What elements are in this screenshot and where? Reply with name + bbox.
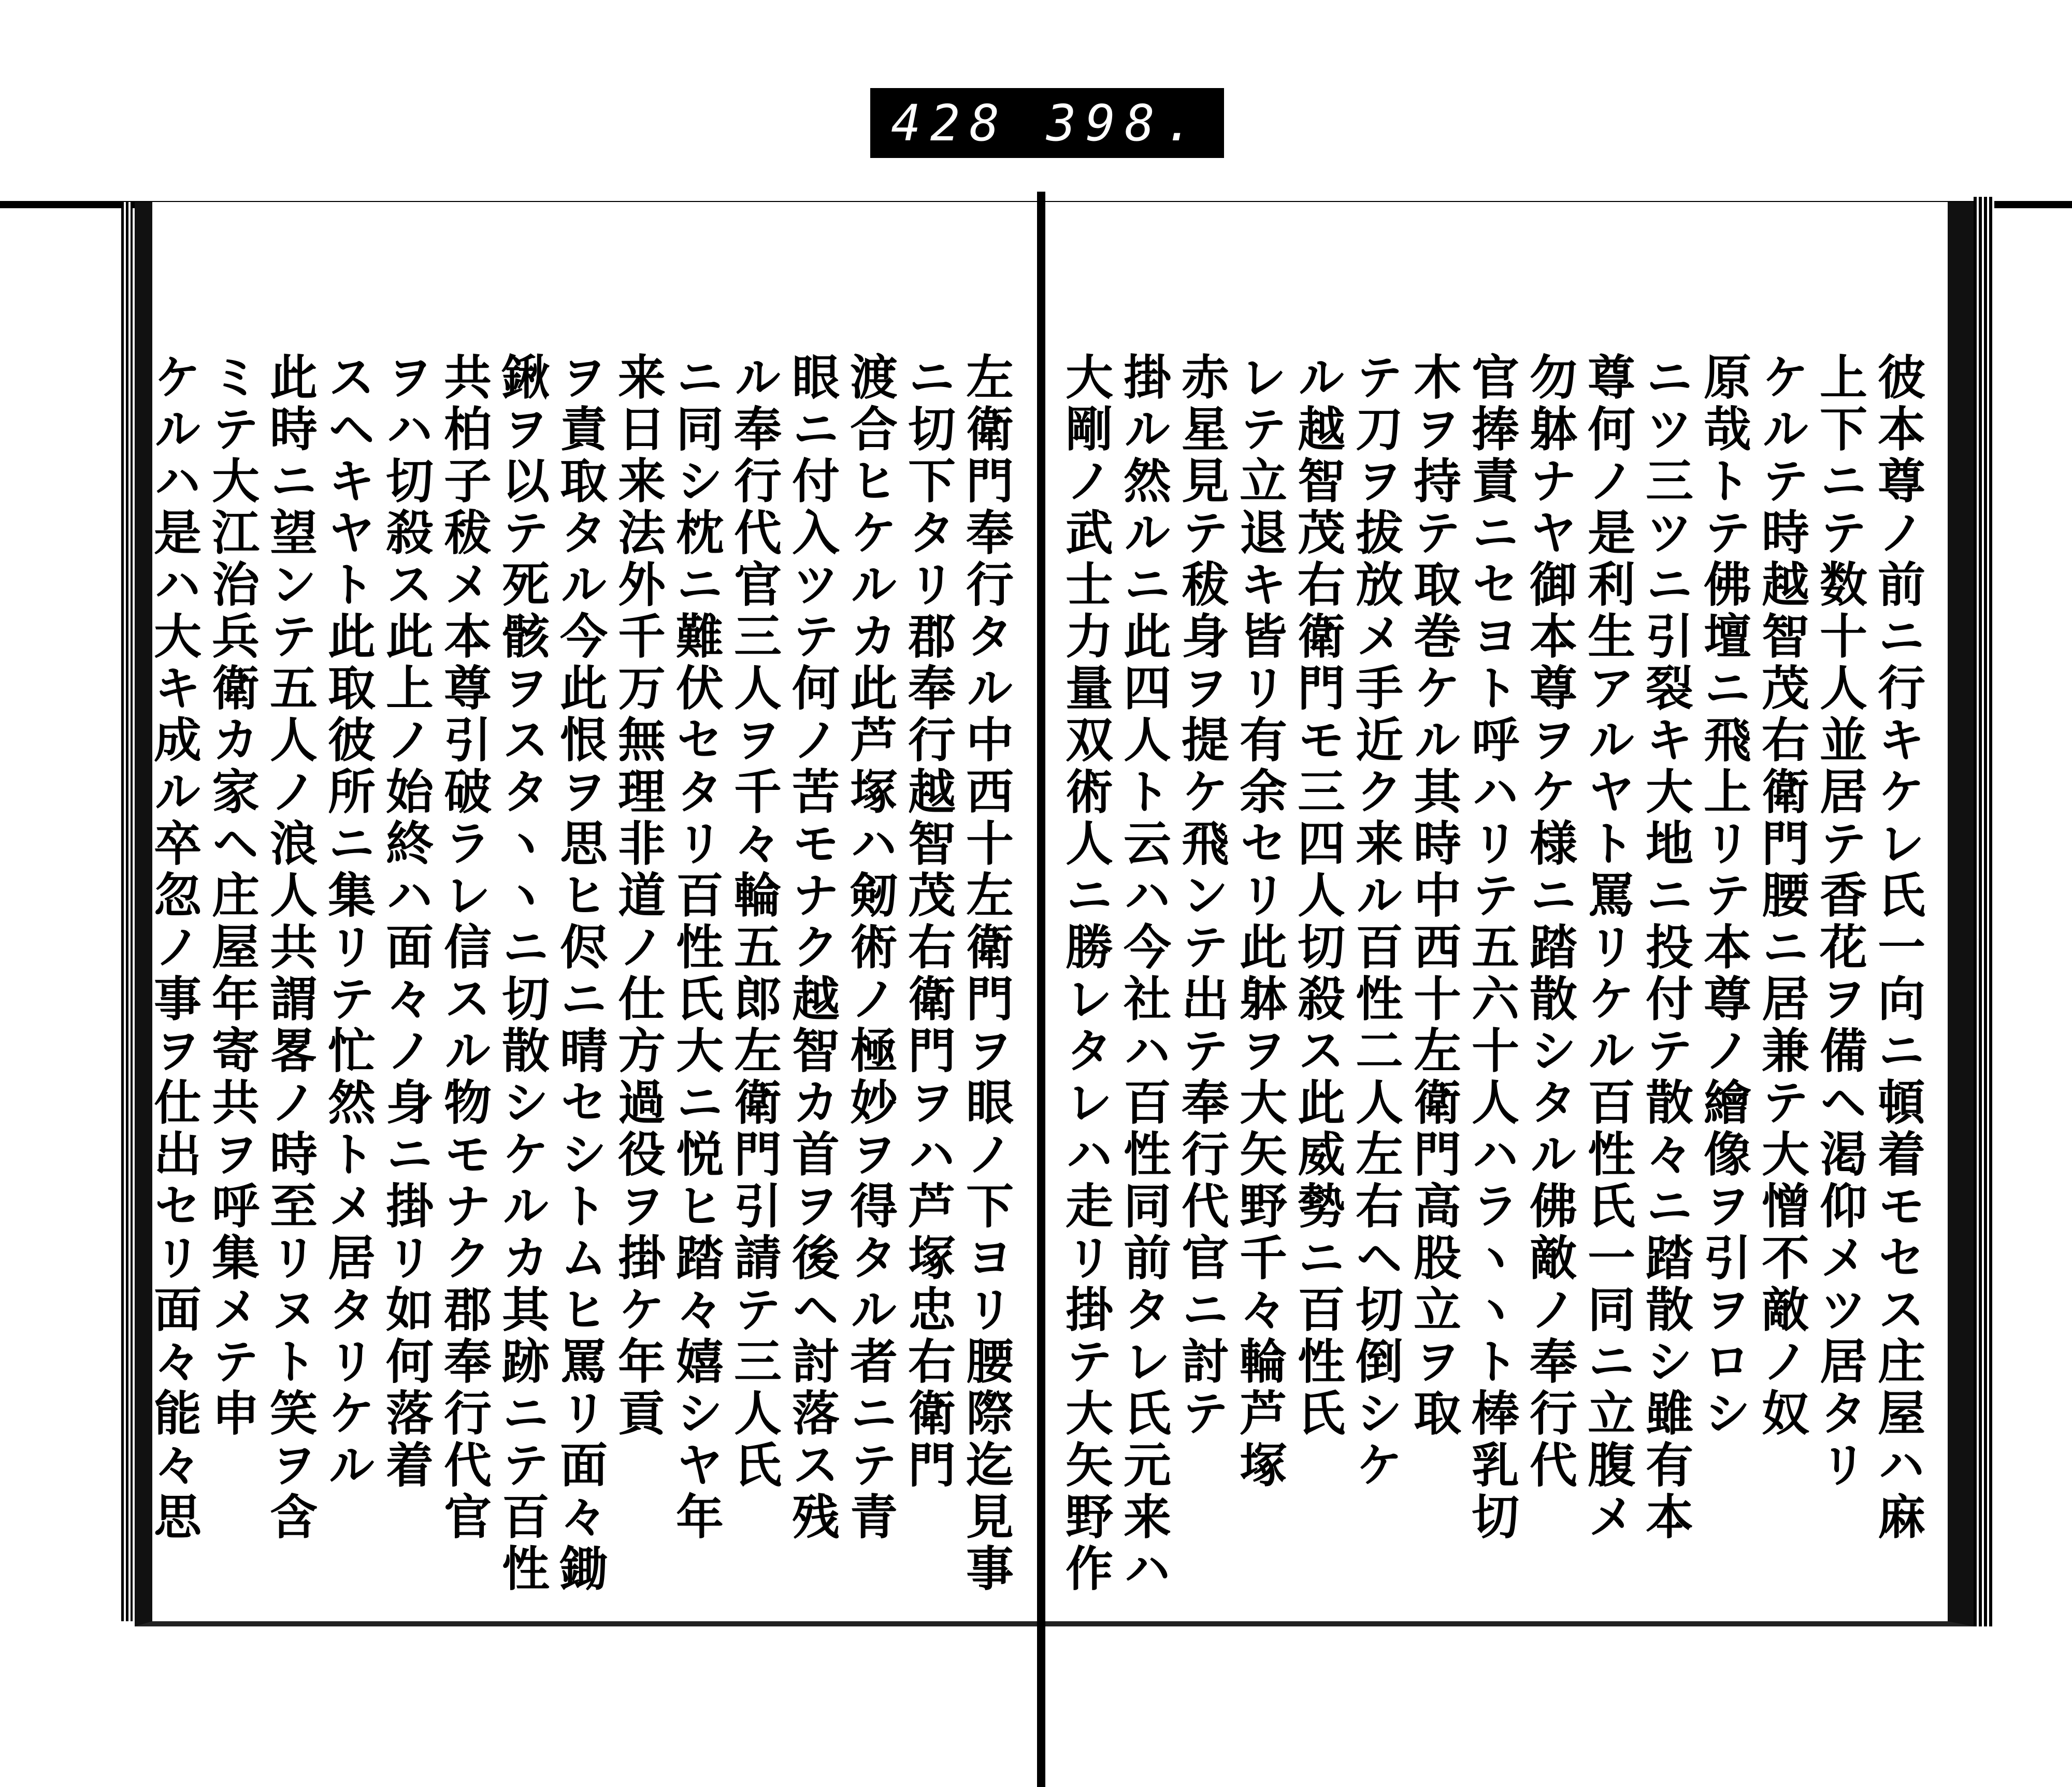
text-column: レテ立退キ皆リ有余セリ此躰ヲ大矢野千々輪芦塚 — [1232, 352, 1288, 1492]
text-column: 赤星見テ秡身ヲ提ケ飛ンテ出テ奉行代官ニ討テ — [1174, 352, 1230, 1440]
text-column: ミテ大江治兵衛カ家ヘ庄屋年寄共ヲ呼集メテ申 — [204, 352, 260, 1440]
text-column: ル越智茂右衛門モ三四人切殺ス此威勢ニ百性氏 — [1290, 352, 1346, 1440]
open-book — [119, 192, 1963, 1632]
text-column: 勿躰ナヤ御本尊ヲケ様ニ踏散シタル佛敵ノ奉行代 — [1522, 352, 1578, 1492]
text-column: スヘキヤト此取彼所ニ集リテ忙然トメ居タリケル — [320, 352, 376, 1492]
text-column: 渡合ヒケルカ此芦塚ハ剱術ノ極妙ヲ得タル者ニテ青 — [842, 352, 898, 1544]
frame-number-label — [870, 88, 1224, 158]
text-column: ニツ三ツニ引裂キ大地ニ投付テ散々ニ踏散シ雖有本 — [1638, 352, 1694, 1544]
frame-number-right: 398. — [1046, 94, 1203, 152]
text-column: 原哉トテ佛壇ニ飛上リテ本尊ノ繪像ヲ引ヲロシ — [1696, 352, 1752, 1440]
text-column: 此時ニ望ンテ五人ノ浪人共謂畧ノ時至リヌト笑ヲ含 — [262, 352, 318, 1544]
text-column: 尊何ノ是利生アルヤト罵リケル百性氏一同ニ立腹メ — [1580, 352, 1636, 1544]
text-column: ル奉行代官三人ヲ千々輪五郎左衛門引請テ三人氏 — [726, 352, 782, 1492]
frame-number-left: 428 — [891, 94, 1009, 152]
text-column: 大剛ノ武士力量双術人ニ勝レタレハ走リ掛テ大矢野作 — [1058, 352, 1114, 1595]
text-column: ニ切下タリ郡奉行越智茂右衛門ヲハ芦塚忠右衛門 — [900, 352, 956, 1492]
text-column: 官捧責ニセヨト呼ハリテ五六十人ハラヽヽト棒乳切 — [1464, 352, 1520, 1544]
text-column: 彼本尊ノ前ニ行キケレ氏一向ニ頓着モセス庄屋ハ麻 — [1870, 352, 1926, 1544]
text-column: 上下ニテ数十人並居テ香花ヲ備ヘ渇仰メツ居タリ — [1812, 352, 1868, 1492]
text-column: 眼ニ付入ツテ何ノ苦モナク越智カ首ヲ後ヘ討落ス残 — [784, 352, 840, 1544]
text-column: ケルテ時越智茂右衛門腰ニ居兼テ大憎不敵ノ奴 — [1754, 352, 1810, 1440]
book-gutter — [1037, 192, 1045, 1787]
text-column: 掛ル然ルニ此四人ト云ハ今社ハ百性同前タレ氏元来ハ — [1116, 352, 1172, 1595]
left-page-text — [146, 352, 1015, 1606]
text-column: 鍬ヲ以テ死骸ヲスタヽヽニ切散シケルカ其跡ニテ百性 — [494, 352, 550, 1595]
text-column: 左衛門奉行タル中西十左衛門ヲ眼ノ下ヨリ腰際迄見事 — [958, 352, 1014, 1595]
text-column: ヲハ切殺ス此上ノ始終ハ面々ノ身ニ掛リ如何落着 — [378, 352, 434, 1492]
text-column: テ刀ヲ拔放メ手近ク来ル百性二人左右ヘ切倒シケ — [1348, 352, 1404, 1492]
text-column: 木ヲ持テ取巻ケル其時中西十左衛門高股立ヲ取 — [1406, 352, 1462, 1440]
text-column: 来日来法外千万無理非道ノ仕方過役ヲ掛ケ年貢 — [610, 352, 666, 1440]
right-page-text — [1058, 352, 1927, 1606]
text-column: ケルハ是ハ大キ成ル卒忽ノ事ヲ仕出セリ面々能々思 — [146, 352, 202, 1544]
text-column: 共柏子秡メ本尊引破ラレ信スル物モナク郡奉行代官 — [436, 352, 492, 1544]
text-column: ニ同シ枕ニ難伏セタリ百性氏大ニ悦ヒ踏々嬉シヤ年 — [668, 352, 724, 1544]
text-column: ヲ責取タル今此恨ヲ思ヒ侭ニ晴セシトムヒ罵リ面々鋤 — [552, 352, 608, 1595]
